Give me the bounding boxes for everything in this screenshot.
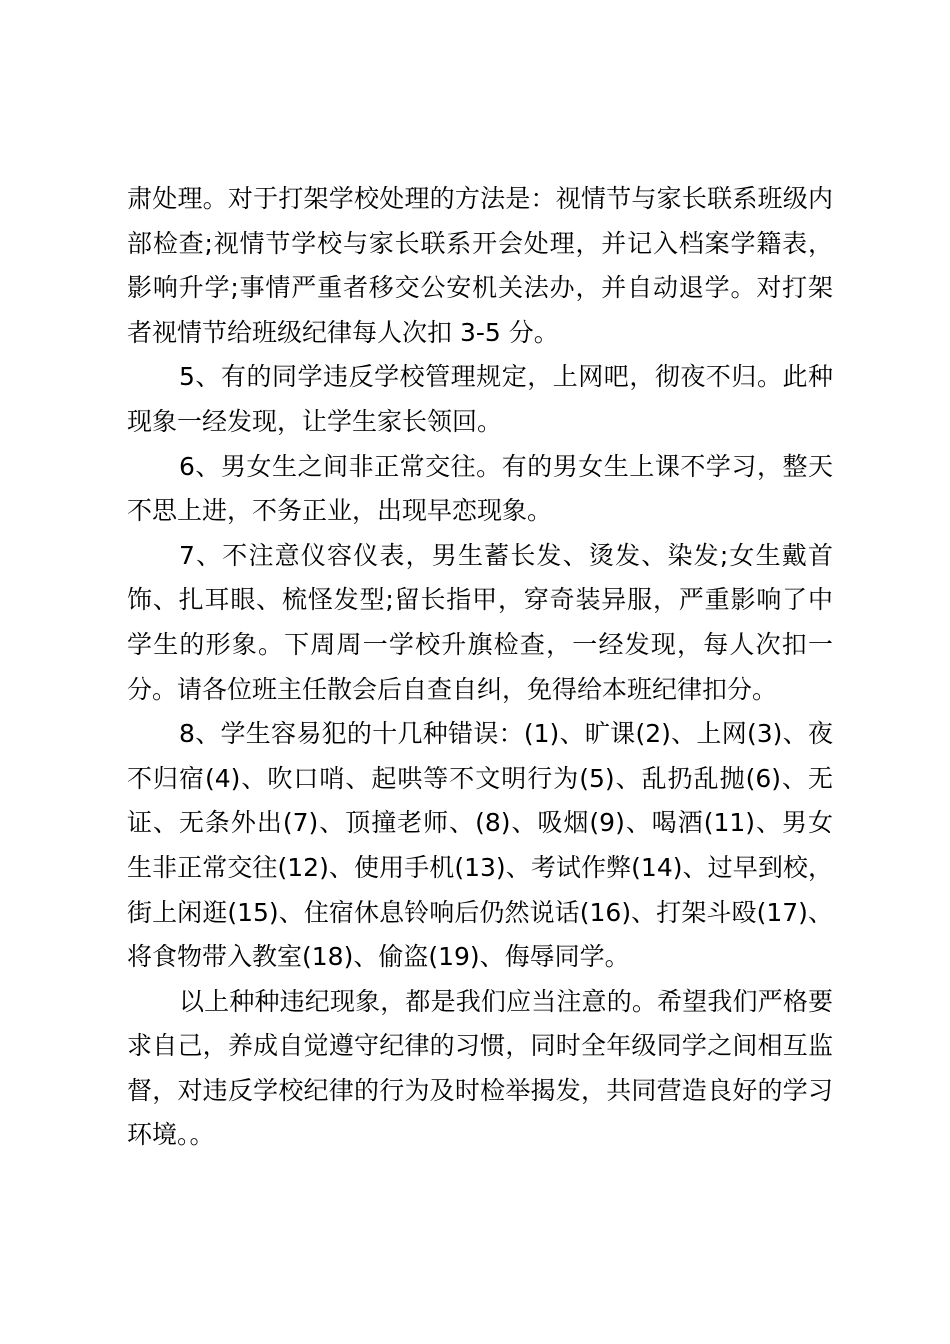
paragraph-item-5: 5、有的同学违反学校管理规定，上网吧，彻夜不归。此种现象一经发现，让学生家长领回。 bbox=[127, 362, 833, 436]
paragraph-continuation: 肃处理。对于打架学校处理的方法是：视情节与家长联系班级内部检查;视情节学校与家长联系开会处理，并记入档案学籍表，影响升学;事情严重者移交公安机关法办，并自动退学。对打架者视情节给班级纪律每人次扣 3-5 分。 bbox=[127, 184, 833, 347]
document-body bbox=[127, 177, 833, 1158]
paragraph-item-8: 8、学生容易犯的十几种错误：(1)、旷课(2)、上网(3)、夜不归宿(4)、吹口哨、起哄等不文明行为(5)、乱扔乱抛(6)、无证、无条外出(7)、顶撞老师、(8)、吸烟(9)、喝酒(11)、男女生非正常交往(12)、使用手机(13)、考试作弊(14)、过早到校，街上闲逛(15)、住宿休息铃响后仍然说话(16)、打架斗殴(17)、将食物带入教室(18)、偷盗(19)、侮辱同学。 bbox=[127, 719, 833, 972]
paragraph-conclusion: 以上种种违纪现象，都是我们应当注意的。希望我们严格要求自己，养成自觉遵守纪律的习惯，同时全年级同学之间相互监督，对违反学校纪律的行为及时检举揭发，共同营造良好的学习环境。。 bbox=[127, 986, 833, 1150]
paragraph-item-6: 6、男女生之间非正常交往。有的男女生上课不学习，整天不思上进，不务正业，出现早恋现象。 bbox=[127, 451, 833, 526]
paragraph-item-7: 7、不注意仪容仪表，男生蓄长发、烫发、染发;女生戴首饰、扎耳眼、梳怪发型;留长指甲，穿奇装异服，严重影响了中学生的形象。下周周一学校升旗检查，一经发现，每人次扣一分。请各位班主任散会后自查自纠，免得给本班纪律扣分。 bbox=[127, 540, 833, 704]
